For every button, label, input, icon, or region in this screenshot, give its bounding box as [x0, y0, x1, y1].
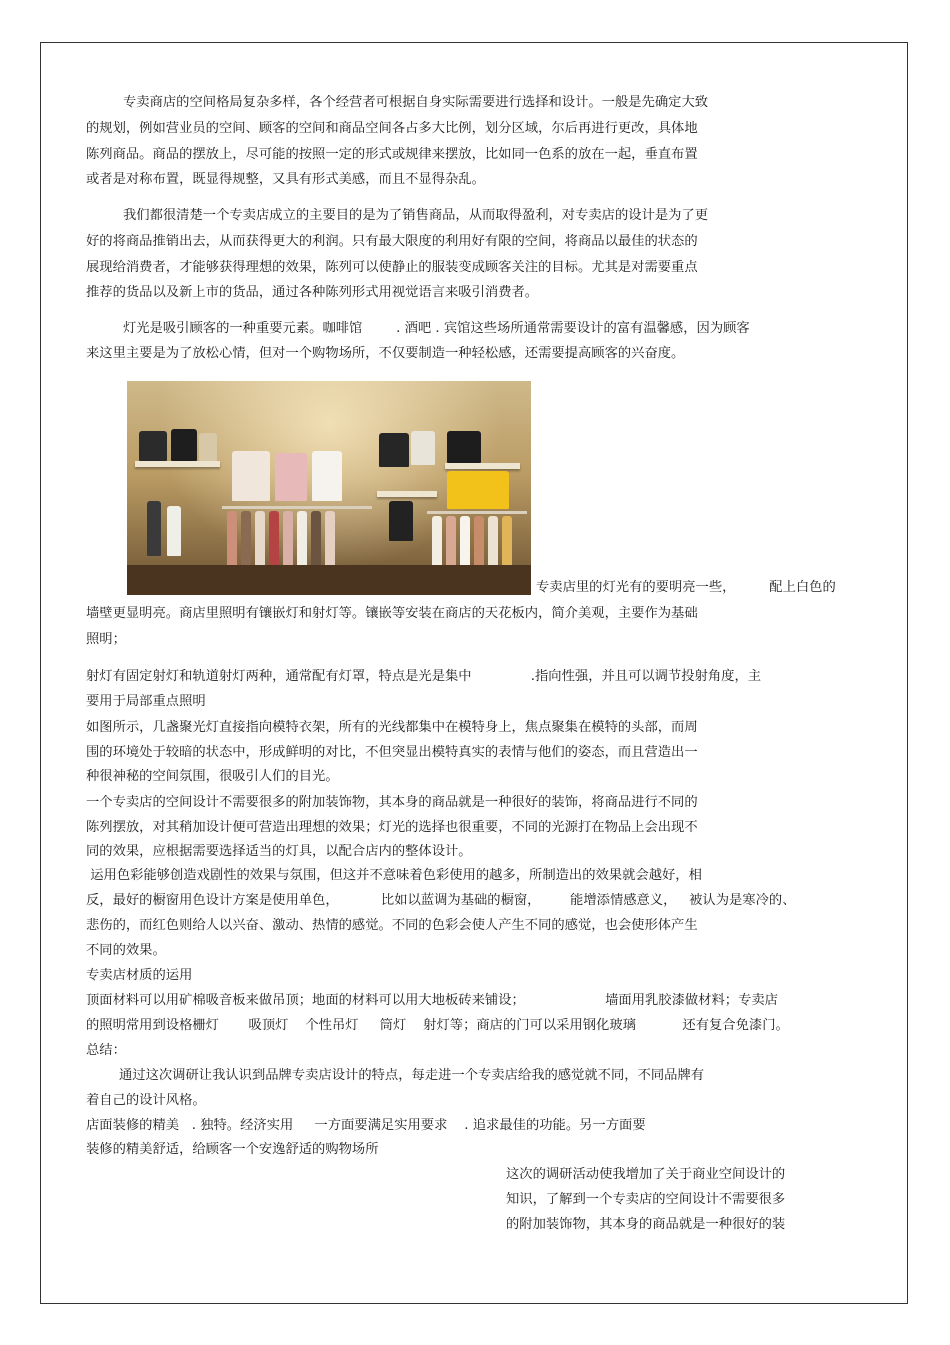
text-line: 同的效果，应根据需要选择适当的灯具，以配合店内的整体设计。 — [86, 844, 472, 859]
text-line: 着自己的设计风格。 — [86, 1093, 206, 1108]
section-heading: 专卖店材质的运用 — [86, 968, 193, 983]
text-line: 照明； — [86, 632, 126, 647]
text-line: 运用色彩能够创造戏剧性的效果与氛围，但这并不意味着色彩使用的越多，所制造出的效果就会越好，相 — [86, 868, 702, 883]
text-line: 通过这次调研让我认识到品牌专卖店设计的特点，每走进一个专卖店给我的感觉就不同，不同品牌有 — [119, 1068, 705, 1083]
text-line: 来这里主要是为了放松心情，但对一个购物场所，不仅要制造一种轻松感，还需要提高顾客的兴奋度。 — [86, 346, 685, 361]
text-line: 的照明常用到设格栅灯 吸顶灯 个性吊灯 筒灯 射灯等；商店的门可以采用钢化玻璃 还有复合免漆门。 — [86, 1018, 789, 1033]
text-line: 这次的调研活动使我增加了关于商业空间设计的 — [506, 1167, 786, 1182]
text-line: 展现给消费者，才能够获得理想的效果，陈列可以使静止的服装变成顾客关注的目标。尤其是对需要重点 — [86, 260, 698, 275]
text-line: 反，最好的橱窗用色设计方案是使用单色， 比如以蓝调为基础的橱窗， 能增添情感意义， 被认为是寒冷的、 — [86, 893, 796, 908]
store-display-photo — [127, 381, 531, 595]
text-line: 或者是对称布置，既显得规整，又具有形式美感，而且不显得杂乱。 — [86, 172, 485, 187]
text-line: 我们都很清楚一个专卖店成立的主要目的是为了销售商品，从而取得盈利，对专卖店的设计是为了更 — [123, 208, 709, 223]
text-line: 装修的精美舒适，给顾客一个安逸舒适的购物场所 — [86, 1142, 379, 1157]
text-line: 不同的效果。 — [86, 943, 166, 958]
text-line: 如图所示，几盏聚光灯直接指向模特衣架，所有的光线都集中在模特身上，焦点聚集在模特的头部，而周 — [86, 720, 698, 735]
text-line: 陈列摆放，对其稍加设计便可营造出理想的效果；灯光的选择也很重要，不同的光源打在物品上会出现不 — [86, 820, 698, 835]
text-line: 悲伤的，而红色则给人以兴奋、激动、热情的感觉。不同的色彩会使人产生不同的感觉，也会使形体产生 — [86, 918, 698, 933]
text-line: 要用于局部重点照明 — [86, 694, 206, 709]
text-line: 种很神秘的空间氛围，很吸引人们的目光。 — [86, 769, 339, 784]
text-line: 的附加装饰物，其本身的商品就是一种很好的装 — [506, 1217, 786, 1232]
text-line: 射灯有固定射灯和轨道射灯两种，通常配有灯罩，特点是光是集中 .指向性强，并且可以调节投射角度，主 — [86, 669, 762, 684]
text-line: 一个专卖店的空间设计不需要很多的附加装饰物，其本身的商品就是一种很好的装饰，将商品进行不同的 — [86, 795, 698, 810]
text-line: 灯光是吸引顾客的一种重要元素。咖啡馆 . 酒吧 . 宾馆这些场所通常需要设计的富有温馨感，因为顾客 — [123, 321, 750, 336]
text-line: 专卖商店的空间格局复杂多样，各个经营者可根据自身实际需要进行选择和设计。一般是先确定大致 — [123, 95, 709, 110]
text-line: 专卖店里的灯光有的要明亮一些， 配上白色的 — [536, 580, 836, 595]
text-line: 陈列商品。商品的摆放上，尽可能的按照一定的形式或规律来摆放，比如同一色系的放在一起，垂直布置 — [86, 147, 698, 162]
text-line: 的规划，例如营业员的空间、顾客的空间和商品空间各占多大比例，划分区域，尔后再进行更改，具体地 — [86, 121, 698, 136]
text-line: 墙壁更显明亮。商店里照明有镶嵌灯和射灯等。镶嵌等安装在商店的天花板内，简介美观，主要作为基础 — [86, 606, 698, 621]
text-line: 围的环境处于较暗的状态中，形成鲜明的对比，不但突显出模特真实的表情与他们的姿态，而且营造出一 — [86, 745, 698, 760]
text-line: 推荐的货品以及新上市的货品，通过各种陈列形式用视觉语言来吸引消费者。 — [86, 285, 539, 300]
section-heading: 总结： — [86, 1043, 126, 1058]
text-line: 知识，了解到一个专卖店的空间设计不需要很多 — [506, 1192, 786, 1207]
text-line: 好的将商品推销出去，从而获得更大的利润。只有最大限度的利用好有限的空间，将商品以最佳的状态的 — [86, 234, 698, 249]
text-line: 店面装修的精美 . 独特。经济实用 一方面要满足实用要求 . 追求最佳的功能。另一方面要 — [86, 1118, 646, 1133]
text-line: 顶面材料可以用矿棉吸音板来做吊顶；地面的材料可以用大地板砖来铺设； 墙面用乳胶漆做材料；专卖店 — [86, 993, 778, 1008]
